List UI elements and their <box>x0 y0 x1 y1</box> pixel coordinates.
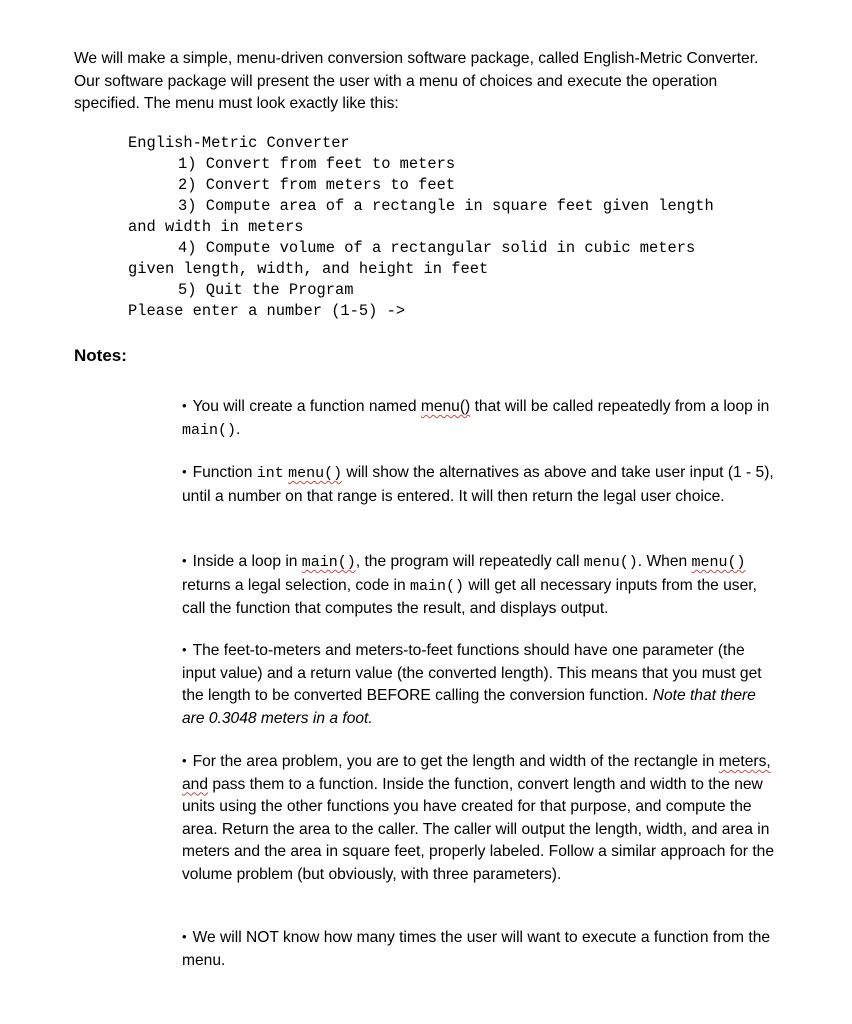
intro-paragraph: We will make a simple, menu-driven conversion software package, called English-Metric Converter. Our software package will present the user with a menu of choices and execute the operation specified. The menu must look exactly like this: <box>74 50 759 112</box>
bullet-icon: • <box>182 753 187 768</box>
code-menu: menu() <box>583 554 638 571</box>
bullet-icon: • <box>182 929 187 944</box>
menu-option-4: 4) Compute volume of a rectangular solid in cubic meters <box>178 239 696 257</box>
note-1: • You will create a function named menu() that will be called repeatedly from a loop in main(). <box>182 398 770 439</box>
bullet-icon: • <box>182 464 187 479</box>
note-4: • The feet-to-meters and meters-to-feet functions should have one parameter (the input value) and a return value (the converted length). This means that you must get the length to be converted BEFORE calling the conversion function. Note that there are 0.3048 meters in a foot. <box>182 642 762 727</box>
note-3: • Inside a loop in main(), the program will repeatedly call menu(). When menu() returns a legal selection, code in main() will get all necessary inputs from the user, call the function that computes the result, and displays output. <box>182 553 757 617</box>
note-4-italic: Note that there are 0.3048 meters in a foot. <box>182 687 756 727</box>
bullet-icon: • <box>182 642 187 657</box>
bullet-icon: • <box>182 553 187 568</box>
bullet-icon: • <box>182 398 187 413</box>
code-menu: menu() <box>288 465 343 482</box>
code-main: main() <box>409 577 464 595</box>
menu-prompt: Please enter a number (1-5) -> <box>128 302 406 320</box>
code-menu: menu() <box>420 398 471 415</box>
menu-code-block <box>128 133 714 322</box>
code-menu: menu() <box>691 554 746 571</box>
code-main: main() <box>301 554 356 571</box>
menu-option-5: 5) Quit the Program <box>178 281 354 299</box>
menu-option-1: 1) Convert from feet to meters <box>178 155 456 173</box>
meters-and-underlined: meters, and <box>182 753 771 793</box>
note-2: • Function int menu() will show the alternatives as above and take user input (1 - 5), until a number on that range is entered. It will then return the legal user choice. <box>182 464 774 505</box>
notes-heading: Notes: <box>74 346 127 365</box>
note-6: • We will NOT know how many times the user will want to execute a function from the menu. <box>182 929 771 969</box>
code-main: main() <box>182 421 237 439</box>
menu-title: English-Metric Converter <box>128 134 350 152</box>
menu-option-3-cont: and width in meters <box>128 218 304 236</box>
menu-option-3: 3) Compute area of a rectangle in square feet given length <box>178 197 714 215</box>
note-5: • For the area problem, you are to get the length and width of the rectangle in meters, and pass them to a function. Inside the function, convert length and width to the new units using the other functions you have created for that purpose, and compute the area. Return the area to the caller. The caller will output the length, width, and area in meters and the area in square feet, properly labeled. Follow a similar approach for the volume problem (but obviously, with three parameters). <box>182 753 775 883</box>
menu-option-2: 2) Convert from meters to feet <box>178 176 456 194</box>
menu-option-4-cont: given length, width, and height in feet <box>128 260 489 278</box>
code-int: int <box>256 465 284 482</box>
